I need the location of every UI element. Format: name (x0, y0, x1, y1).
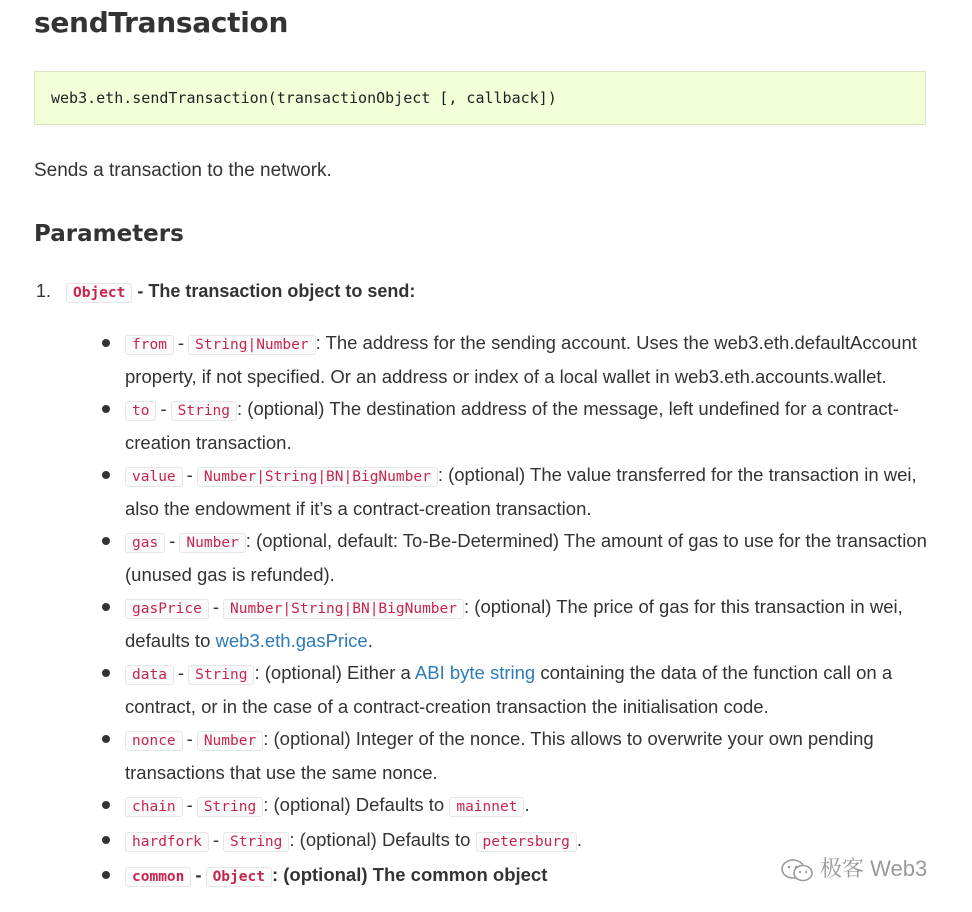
separator: - (177, 662, 185, 683)
property-name: hardfork (125, 832, 209, 852)
property-item-data (125, 657, 935, 723)
property-name: value (125, 467, 183, 487)
property-item-to (125, 393, 935, 459)
property-type: Object (206, 867, 272, 887)
section-title-parameters: Parameters (34, 221, 184, 247)
bullet-icon (102, 669, 110, 677)
separator: - (212, 829, 220, 850)
page-title: sendTransaction (34, 6, 289, 39)
property-type: Number (197, 731, 263, 751)
bullet-icon (102, 801, 110, 809)
watermark (780, 852, 927, 883)
property-description-end: . (367, 630, 373, 651)
parameter-heading (36, 281, 415, 302)
property-type: String (197, 797, 263, 817)
property-name: to (125, 401, 156, 421)
separator: - (177, 332, 185, 353)
bullet-icon (102, 836, 110, 844)
property-description-end: containing the data of the function call on a contract, or in the case of a contract-creation transaction the initialisation code. (125, 662, 893, 717)
property-item-chain (125, 789, 935, 823)
bullet-icon (102, 471, 110, 479)
property-item-gasprice (125, 591, 935, 657)
property-type: String (188, 665, 254, 685)
property-description-end: . (524, 794, 530, 815)
watermark-text: 极客 Web3 (820, 856, 928, 881)
property-type: Number|String|BN|BigNumber (197, 467, 438, 487)
separator: - (186, 464, 193, 485)
separator: - (186, 728, 193, 749)
property-name: data (125, 665, 174, 685)
property-name: from (125, 335, 174, 355)
property-type: Number (179, 533, 245, 553)
property-type: String|Number (188, 335, 316, 355)
bullet-icon (102, 339, 110, 347)
property-name: gas (125, 533, 165, 553)
property-item-nonce (125, 723, 935, 789)
property-item-gas (125, 525, 935, 591)
property-description-end: . (576, 829, 582, 850)
property-type: Number|String|BN|BigNumber (223, 599, 464, 619)
doc-link[interactable]: web3.eth.gasPrice (215, 630, 368, 651)
parameter-summary: - The transaction object to send: (132, 281, 416, 301)
default-value: mainnet (449, 797, 524, 817)
separator: - (186, 794, 193, 815)
bullet-icon (102, 735, 110, 743)
separator: - (195, 864, 202, 885)
bullet-icon (102, 537, 110, 545)
default-value: petersburg (476, 832, 577, 852)
property-description: : (optional) Integer of the nonce. This allows to overwrite your own pending transactions that use the same nonce. (125, 728, 874, 783)
property-name: gasPrice (125, 599, 209, 619)
separator: - (212, 596, 220, 617)
property-description: : The address for the sending account. Uses the web3.eth.defaultAccount property, if not specified. Or an address or index of a local wallet in web3.eth.accounts.wallet. (125, 332, 917, 387)
property-list (125, 327, 935, 893)
property-type: String (223, 832, 289, 852)
property-description: : (optional) Defaults to (263, 794, 450, 815)
property-name: nonce (125, 731, 183, 751)
bullet-icon (102, 603, 110, 611)
parameter-number: 1. (36, 281, 52, 301)
code-signature-block: web3.eth.sendTransaction(transactionObject [, callback]) (34, 71, 926, 125)
property-name: chain (125, 797, 183, 817)
property-description: : (optional) Defaults to (289, 829, 476, 850)
wechat-icon (780, 858, 814, 882)
doc-link[interactable]: ABI byte string (414, 662, 536, 683)
property-name: common (125, 867, 191, 887)
property-description: : (optional) The value transferred for the transaction in wei, also the endowment if it’s a contract-creation transaction. (125, 464, 917, 519)
parameter-type: Object (66, 283, 132, 303)
property-description: : (optional) The price of gas for this transaction in wei, defaults to (125, 596, 903, 651)
property-item-value (125, 459, 935, 525)
property-description: : (optional, default: To-Be-Determined) The amount of gas to use for the transaction (unused gas is refunded). (125, 530, 927, 585)
property-description: : (optional) Either a (254, 662, 415, 683)
separator: - (169, 530, 176, 551)
method-description: Sends a transaction to the network. (34, 160, 332, 181)
property-description: : (optional) The common object (271, 864, 548, 885)
property-item-from (125, 327, 935, 393)
property-type: String (171, 401, 237, 421)
separator: - (160, 398, 167, 419)
property-description: : (optional) The destination address of the message, left undefined for a contract-creation transaction. (125, 398, 899, 453)
bullet-icon (102, 405, 110, 413)
bullet-icon (102, 871, 110, 879)
